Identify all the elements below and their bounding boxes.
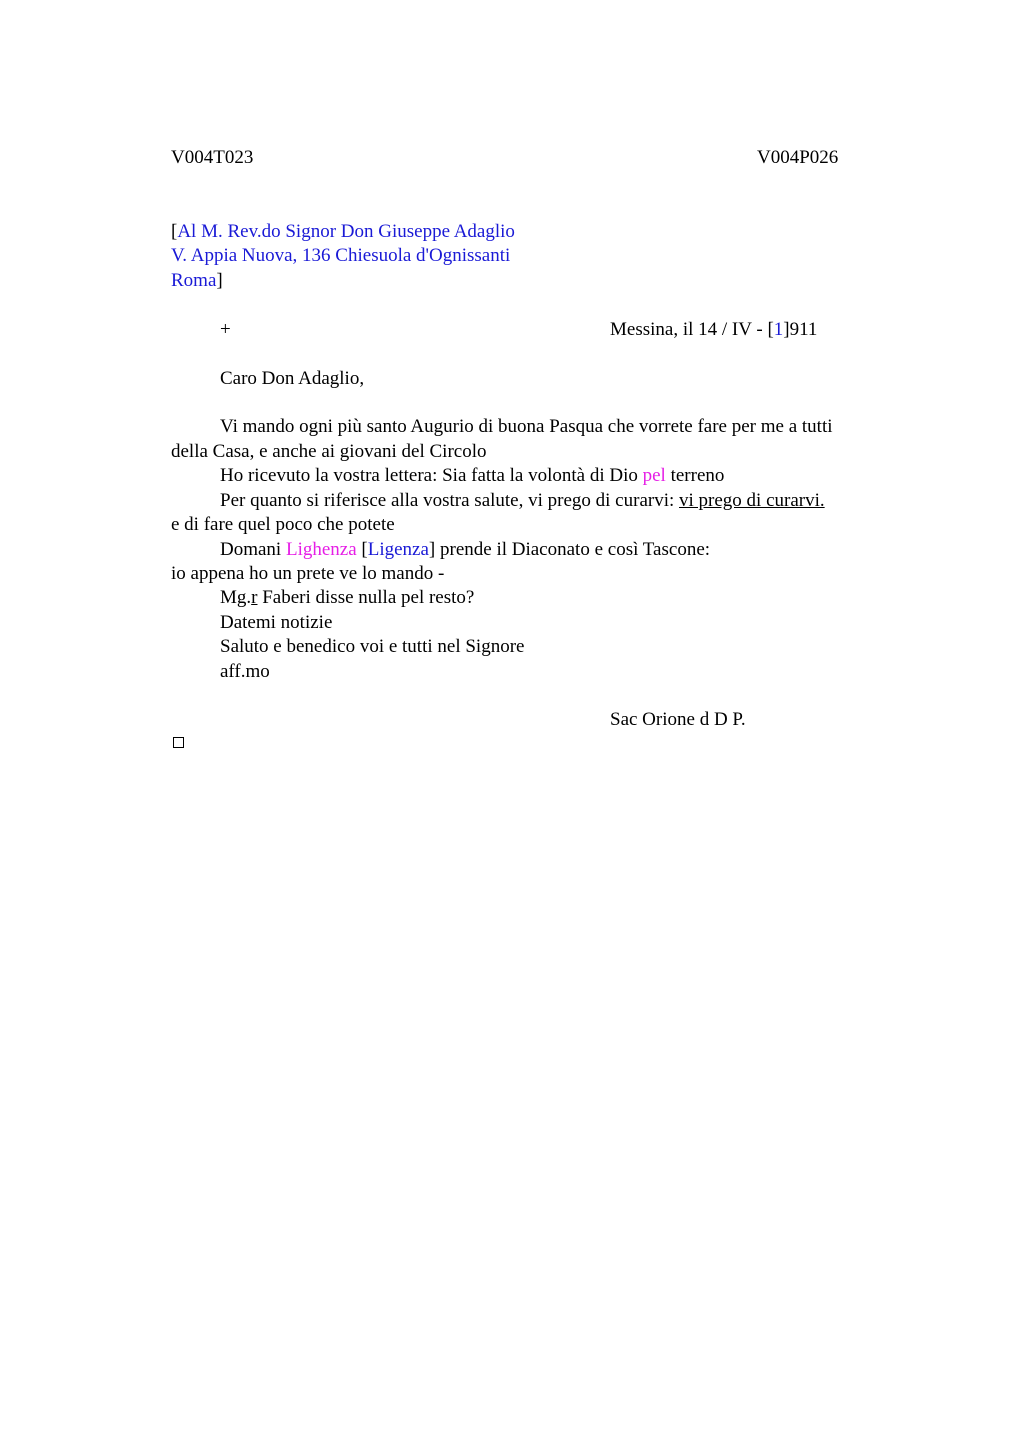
highlighted-word: Lighenza <box>285 539 357 560</box>
editorial-correction: Ligenza <box>367 539 429 560</box>
underlined-text: vi prego di curarvi. <box>679 490 825 511</box>
address-close-bracket: ] <box>216 270 223 291</box>
date-editorial-insert: 1 <box>773 319 784 340</box>
salutation: Caro Don Adaglio, <box>220 368 365 389</box>
cross-symbol: + <box>220 319 231 340</box>
body-line: Mg.r Faberi disse nulla pel resto? <box>220 587 475 608</box>
address-line-2: V. Appia Nuova, 136 Chiesuola d'Ognissanti <box>171 245 511 266</box>
body-line: Ho ricevuto la vostra lettera: Sia fatta la volontà di Dio pel terreno <box>220 465 725 486</box>
body-line: Vi mando ogni più santo Augurio di buona Pasqua che vorrete fare per me a tutti <box>220 416 833 437</box>
document-code-right: V004P026 <box>757 147 839 168</box>
address-line-3: Roma <box>171 270 217 291</box>
body-line: io appena ho un prete ve lo mando - <box>171 563 445 584</box>
signature: Sac Orione d D P. <box>610 709 746 730</box>
body-line: della Casa, e anche ai giovani del Circolo <box>171 441 487 462</box>
address-line-1: Al M. Rev.do Signor Don Giuseppe Adaglio <box>177 221 515 242</box>
body-line: Datemi notizie <box>220 612 333 633</box>
body-line: Saluto e benedico voi e tutti nel Signore <box>220 636 525 657</box>
address-open-bracket: [ <box>171 221 178 242</box>
checkbox-square-icon <box>173 737 184 748</box>
underlined-text: r <box>251 587 258 608</box>
body-line: Domani Lighenza [Ligenza] prende il Diaconato e così Tascone: <box>220 539 711 560</box>
highlighted-word: pel <box>642 465 666 486</box>
body-line: e di fare quel poco che potete <box>171 514 395 535</box>
body-line: Per quanto si riferisce alla vostra salute, vi prego di curarvi: vi prego di curarvi. <box>220 490 825 511</box>
document-code-left: V004T023 <box>171 147 254 168</box>
closing-line: aff.mo <box>220 661 270 682</box>
dateline: Messina, il 14 / IV - [1]911 <box>610 319 818 340</box>
